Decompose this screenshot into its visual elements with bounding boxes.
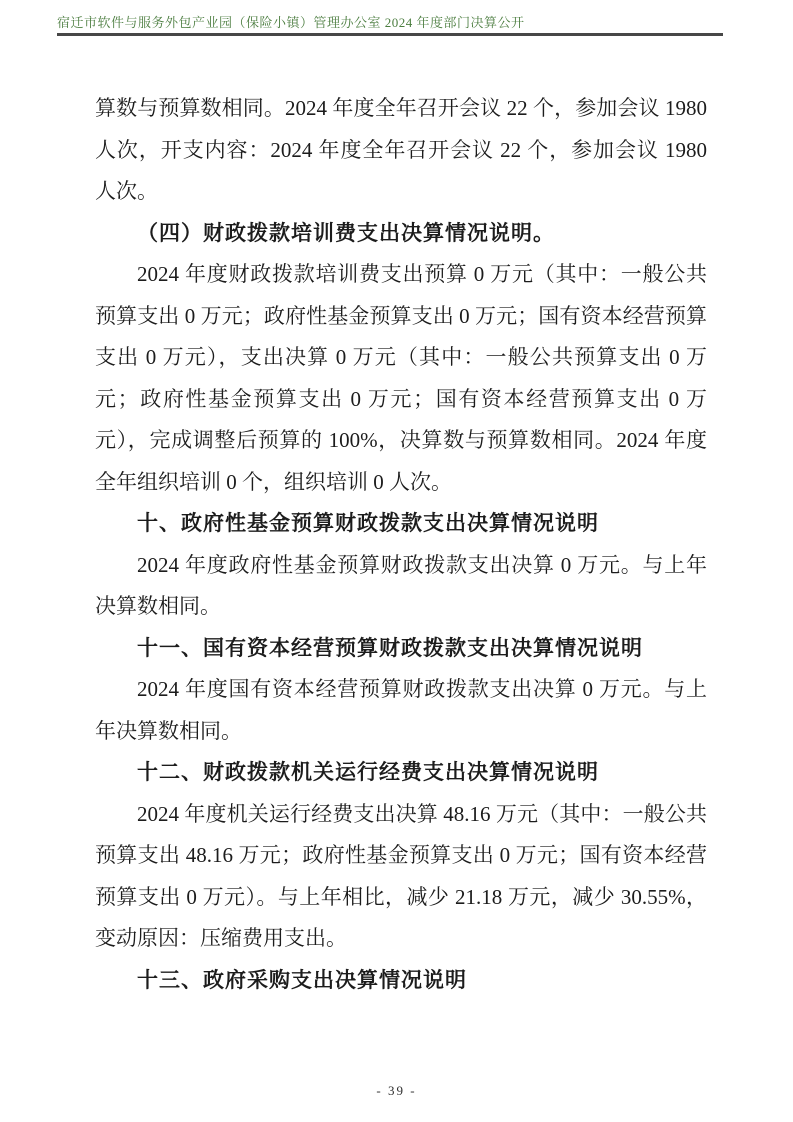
page-header-title: 宿迁市软件与服务外包产业园（保险小镇）管理办公室 2024 年度部门决算公开 — [57, 15, 525, 30]
page-footer — [0, 1082, 793, 1100]
section-heading: 十、政府性基金预算财政拨款支出决算情况说明 — [137, 512, 599, 535]
body-paragraph: 2024 年度国有资本经营预算财政拨款支出决算 0 万元。与上年决算数相同。 — [95, 677, 707, 743]
section-heading: 十一、国有资本经营预算财政拨款支出决算情况说明 — [137, 636, 643, 660]
body-paragraph: 2024 年度政府性基金预算财政拨款支出决算 0 万元。与上年决算数相同。 — [95, 552, 707, 618]
document-body — [95, 88, 707, 1001]
body-paragraph: 2024 年度财政拨款培训费支出预算 0 万元（其中：一般公共预算支出 0 万元；政府性基金预算支出 0 万元；国有资本经营预算支出 0 万元），支出决算 0 万元（其中：一般公共预算支出 0 万元；政府性基金预算支出 0 万元；国有资本经营预算支出 0 万元），完成调整后预算的 100%，决算数与预算数相同。2024 年度全年组织培训 0 个，组织培训 0 人次。 — [95, 262, 707, 494]
page-number: - 39 - — [376, 1083, 417, 1098]
section-heading: 十二、财政拨款机关运行经费支出决算情况说明 — [137, 761, 599, 784]
body-paragraph-continuation: 算数与预算数相同。2024 年度全年召开会议 22 个，参加会议 1980 人次，开支内容：2024 年度全年召开会议 22 个，参加会议 1980 人次。 — [95, 96, 707, 203]
section-heading: 十三、政府采购支出决算情况说明 — [137, 968, 467, 992]
body-paragraph: 2024 年度机关运行经费支出决算 48.16 万元（其中：一般公共预算支出 48.16 万元；政府性基金预算支出 0 万元；国有资本经营预算支出 0 万元）。与上年相比，减少 21.18 万元，减少 30.55%，变动原因：压缩费用支出。 — [95, 801, 707, 950]
page-header — [57, 14, 723, 36]
header-rule — [57, 33, 723, 36]
section-heading: （四）财政拨款培训费支出决算情况说明。 — [137, 221, 555, 245]
